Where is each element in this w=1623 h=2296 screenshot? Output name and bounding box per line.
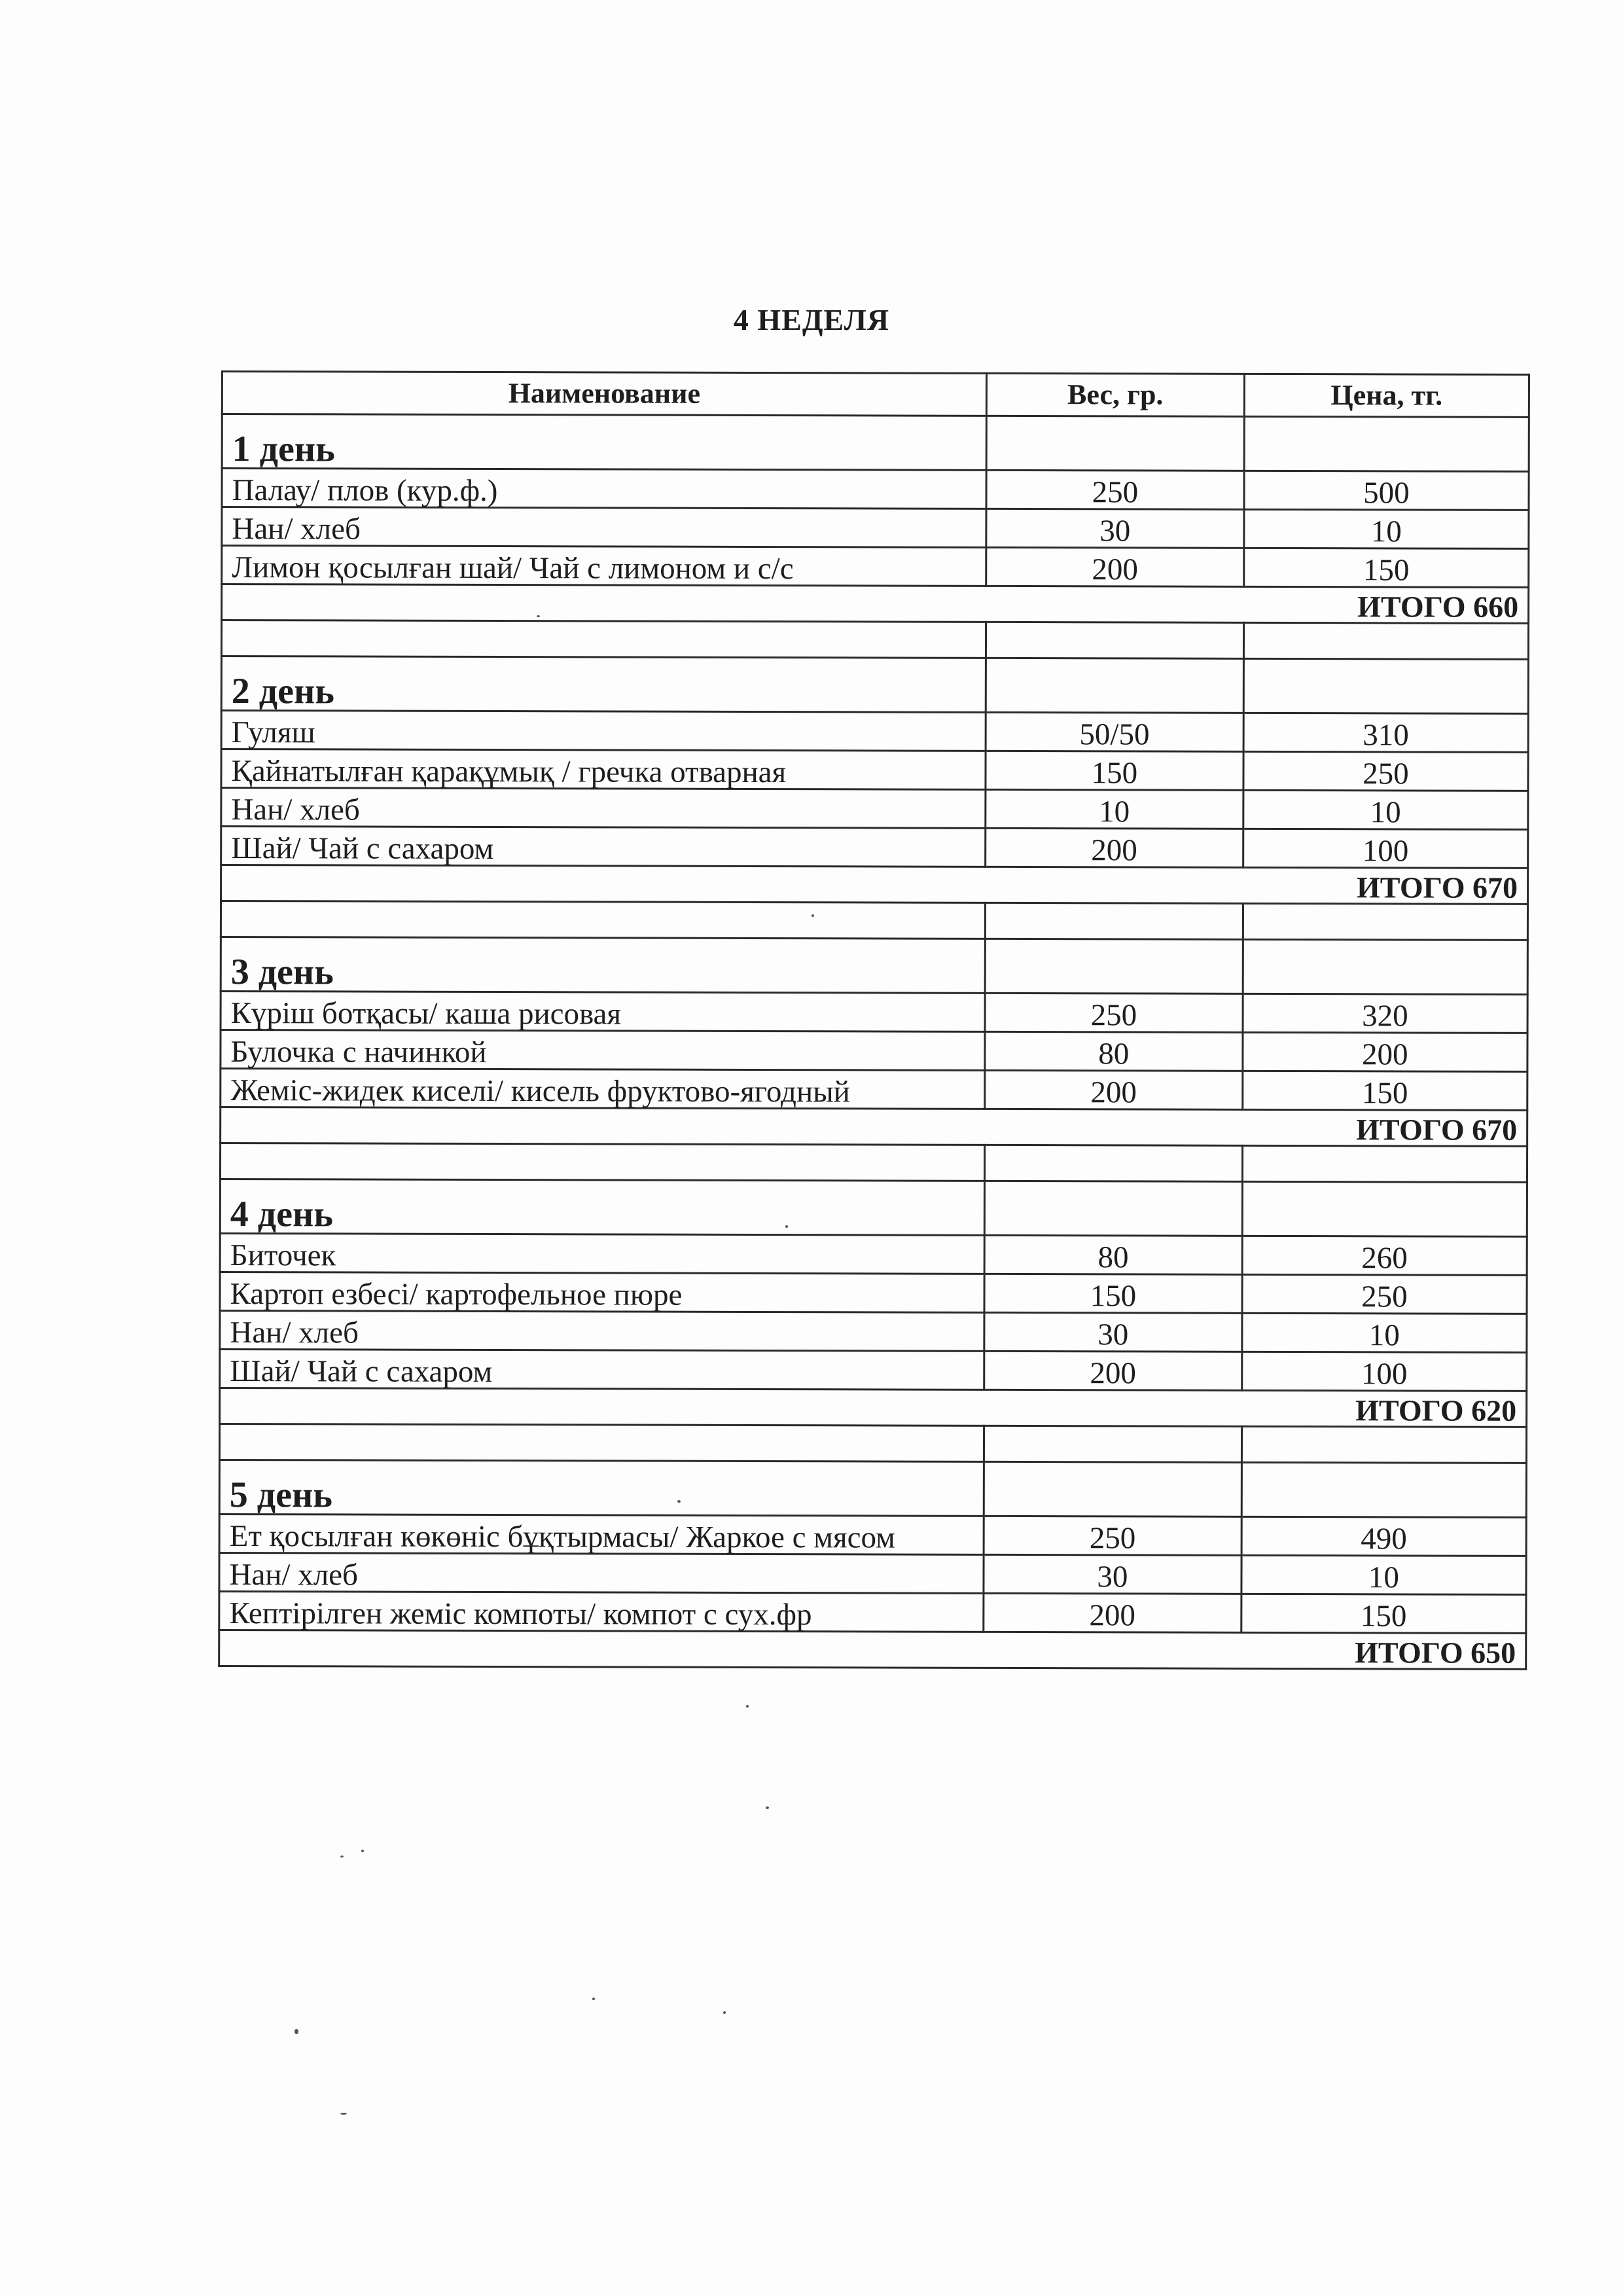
header-price: Цена, тг. <box>1244 374 1529 417</box>
dish-price: 500 <box>1244 471 1529 510</box>
empty-cell <box>1244 416 1529 471</box>
scan-speck <box>785 1225 788 1228</box>
dish-price: 10 <box>1242 1313 1527 1352</box>
dish-weight: 50/50 <box>986 712 1243 751</box>
day-total: ИТОГО 620 <box>220 1388 1527 1427</box>
total-row <box>220 1388 1527 1427</box>
empty-cell <box>986 622 1243 658</box>
total-row <box>222 584 1529 624</box>
table-row <box>222 507 1529 549</box>
dish-weight: 30 <box>984 1554 1241 1594</box>
day-total: ИТОГО 660 <box>222 584 1529 624</box>
day-total: ИТОГО 670 <box>221 1107 1527 1147</box>
day-label: 5 день <box>219 1460 984 1516</box>
dish-weight: 250 <box>984 1516 1241 1555</box>
empty-cell <box>984 1462 1241 1516</box>
day-total: ИТОГО 670 <box>221 865 1528 905</box>
table-row <box>220 1233 1527 1275</box>
day-header-row <box>221 937 1527 995</box>
dish-price: 10 <box>1241 1555 1526 1594</box>
day-label: 3 день <box>221 937 985 994</box>
table-header-row <box>222 372 1529 418</box>
dish-price: 10 <box>1243 790 1528 829</box>
scan-speck <box>294 2029 298 2034</box>
table-row <box>222 546 1529 588</box>
scan-speck <box>340 1856 344 1857</box>
dish-weight: 150 <box>986 751 1243 790</box>
dish-weight: 200 <box>986 547 1244 586</box>
dish-weight: 250 <box>985 993 1243 1032</box>
day-header-row <box>220 1179 1527 1237</box>
dish-weight: 80 <box>985 1031 1243 1071</box>
dish-name: Жеміс-жидек киселі/ кисель фруктово-ягодный <box>221 1069 985 1109</box>
dish-price: 150 <box>1242 1071 1527 1110</box>
scan-speck <box>677 1500 681 1503</box>
scan-speck <box>592 1998 595 2000</box>
table-row <box>220 1310 1527 1352</box>
dish-weight: 30 <box>984 1312 1242 1352</box>
dish-price: 10 <box>1244 509 1529 548</box>
spacer-row <box>221 620 1528 660</box>
empty-cell <box>1243 622 1528 659</box>
table-row <box>219 1514 1526 1556</box>
dish-name: Картоп езбесі/ картофельное пюре <box>220 1272 984 1312</box>
table-row <box>221 1030 1527 1072</box>
dish-name: Нан/ хлеб <box>222 507 986 548</box>
spacer-row <box>221 901 1527 941</box>
dish-price: 250 <box>1242 1274 1527 1314</box>
dish-name: Биточек <box>220 1233 984 1274</box>
dish-name: Кептірілген жеміс компоты/ компот с сух.фр <box>219 1591 984 1632</box>
dish-name: Гуляш <box>221 711 986 751</box>
empty-cell <box>985 903 1243 939</box>
total-row <box>221 865 1528 905</box>
dish-name: Нан/ хлеб <box>219 1552 984 1593</box>
dish-weight: 80 <box>984 1235 1242 1274</box>
empty-cell <box>1243 939 1527 994</box>
dish-name: Шай/ Чай с сахаром <box>221 827 986 867</box>
dish-weight: 200 <box>984 1593 1241 1632</box>
table-row <box>222 469 1529 511</box>
dish-weight: 30 <box>986 509 1244 548</box>
day-label: 2 день <box>221 656 986 713</box>
dish-weight: 200 <box>985 1070 1243 1109</box>
dish-price: 200 <box>1243 1032 1527 1071</box>
dish-name: Шай/ Чай с сахаром <box>220 1349 984 1390</box>
dish-price: 100 <box>1243 829 1527 868</box>
day-header-row <box>219 1460 1526 1517</box>
empty-cell <box>220 1143 984 1181</box>
empty-cell <box>221 901 985 939</box>
dish-price: 260 <box>1242 1236 1527 1275</box>
empty-cell <box>221 620 986 658</box>
dish-price: 250 <box>1243 751 1528 791</box>
empty-cell <box>1242 1181 1527 1236</box>
empty-cell <box>984 1145 1242 1181</box>
empty-cell <box>985 939 1243 994</box>
spacer-row <box>220 1143 1527 1183</box>
empty-cell <box>1243 658 1528 713</box>
dish-weight: 250 <box>986 470 1244 509</box>
dish-name: Нан/ хлеб <box>221 788 986 829</box>
scan-speck <box>812 914 814 917</box>
dish-price: 310 <box>1243 713 1528 752</box>
menu-body <box>219 414 1529 1670</box>
table-row <box>221 827 1528 869</box>
total-row <box>219 1630 1526 1669</box>
table-row <box>221 749 1528 791</box>
dish-name: Күріш ботқасы/ каша рисовая <box>221 992 985 1032</box>
dish-weight: 10 <box>986 789 1243 829</box>
dish-price: 100 <box>1241 1352 1526 1391</box>
menu-table <box>218 370 1530 1670</box>
empty-cell <box>219 1424 984 1462</box>
table-row <box>221 992 1527 1033</box>
table-row <box>219 1552 1526 1594</box>
table-row <box>221 788 1528 830</box>
day-label: 4 день <box>220 1179 984 1236</box>
header-name: Наименование <box>222 372 986 416</box>
dish-price: 150 <box>1241 1594 1526 1633</box>
scan-speck <box>361 1850 364 1852</box>
dish-name: Лимон қосылған шай/ Чай с лимоном и с/с <box>222 546 986 586</box>
day-label: 1 день <box>222 414 986 471</box>
dish-name: Нан/ хлеб <box>220 1310 984 1351</box>
page-title: 4 НЕДЕЛЯ <box>733 303 890 336</box>
scan-speck <box>766 1806 769 1809</box>
table-row <box>220 1349 1527 1391</box>
scan-speck <box>746 1705 749 1708</box>
dish-price: 320 <box>1243 994 1527 1033</box>
dish-name: Палау/ плов (кур.ф.) <box>222 469 986 509</box>
dish-weight: 200 <box>984 1351 1242 1390</box>
table-row <box>221 1069 1527 1111</box>
day-total: ИТОГО 650 <box>219 1630 1526 1669</box>
empty-cell <box>986 416 1244 471</box>
empty-cell <box>1243 903 1527 940</box>
empty-cell <box>1241 1462 1526 1517</box>
dish-name: Қайнатылған қарақұмық / гречка отварная <box>221 749 986 790</box>
dish-name: Ет қосылған көкөніс бұқтырмасы/ Жаркое с мясом <box>219 1514 984 1554</box>
table-row <box>221 711 1528 753</box>
empty-cell <box>1242 1145 1527 1182</box>
scan-speck <box>340 2113 347 2115</box>
empty-cell <box>984 1181 1242 1236</box>
empty-cell <box>984 1426 1241 1462</box>
scan-speck <box>723 2011 726 2014</box>
table-row <box>220 1272 1527 1314</box>
day-header-row <box>221 656 1528 714</box>
empty-cell <box>1241 1426 1526 1463</box>
spacer-row <box>219 1424 1526 1463</box>
header-weight: Вес, гр. <box>986 373 1244 416</box>
dish-price: 150 <box>1243 548 1528 587</box>
dish-weight: 150 <box>984 1274 1242 1313</box>
dish-name: Булочка с начинкой <box>221 1030 985 1071</box>
dish-weight: 200 <box>986 828 1243 867</box>
day-header-row <box>222 414 1529 472</box>
dish-price: 490 <box>1241 1516 1526 1556</box>
table-row <box>219 1591 1526 1633</box>
scan-speck <box>537 615 540 617</box>
total-row <box>221 1107 1527 1147</box>
empty-cell <box>986 658 1243 713</box>
